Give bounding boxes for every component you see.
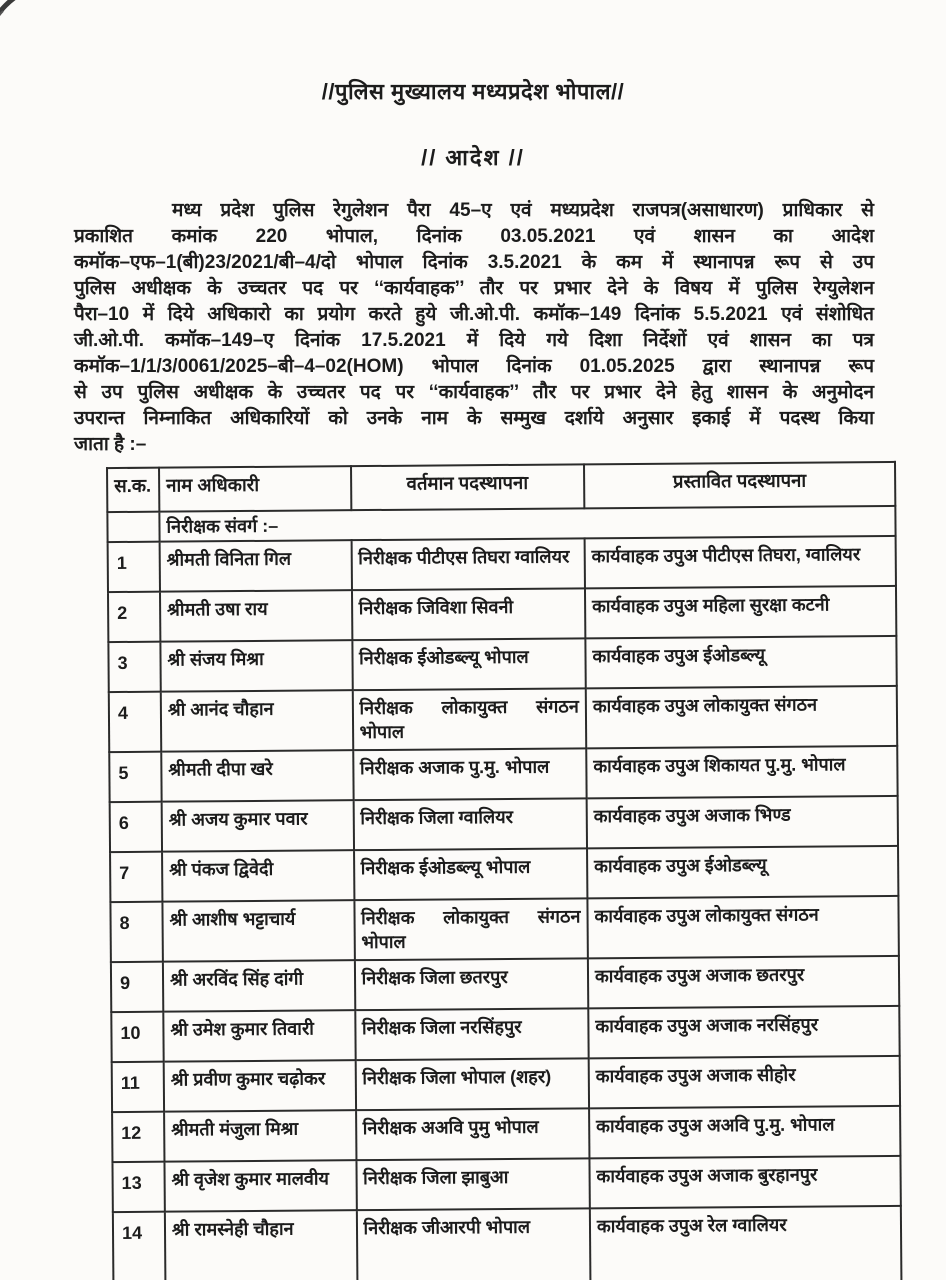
paragraph-line: से उप पुलिस अधीक्षक के उच्चतर पद पर ‘‘कार्यवाहक’’ तौर पर प्रभार देने हेतु शासन के अनुमोदन: [74, 382, 874, 403]
proposed-posting-cell: कार्यवाहक उपुअ रेल ग्वालियर: [590, 1206, 902, 1280]
name-cell: श्री वृजेश कुमार मालवीय: [164, 1160, 356, 1212]
name-cell: श्रीमती विनिता गिल: [160, 540, 352, 592]
column-header-current: वर्तमान पदस्थापना: [351, 464, 585, 510]
table-row: [110, 896, 898, 962]
table-header-row: [107, 462, 895, 512]
table-row: [112, 1056, 900, 1112]
table-row: [110, 796, 898, 852]
serial-cell: 7: [110, 852, 162, 902]
table-row: [109, 686, 897, 752]
paragraph-line: उपरान्त निम्नाकित अधिकारियों को उनके नाम के सम्मुख दर्शाये अनुसार इकाई में पदस्थ किया: [74, 408, 874, 429]
name-cell: श्री प्रवीण कुमार चढ़ोकर: [164, 1060, 356, 1112]
name-cell: श्री अरविंद सिंह दांगी: [163, 960, 355, 1012]
current-posting-cell: निरीक्षक जिला ग्वालियर: [353, 798, 587, 850]
serial-cell: 1: [108, 542, 160, 592]
serial-cell: 11: [112, 1062, 164, 1112]
table-row: [112, 1106, 900, 1162]
proposed-posting-cell: कार्यवाहक उपुअ ईओडब्ल्यू: [585, 636, 896, 688]
proposed-posting-cell: कार्यवाहक उपुअ अअवि पु.मु. भोपाल: [589, 1106, 900, 1158]
current-posting-cell: निरीक्षक जिला छतरपुर: [354, 958, 588, 1010]
section-row-empty-cell: [107, 512, 159, 542]
serial-cell: 13: [112, 1162, 164, 1212]
current-posting-cell: निरीक्षक ईओडब्ल्यू भोपाल: [354, 848, 588, 900]
serial-cell: 4: [109, 692, 161, 752]
proposed-posting-cell: कार्यवाहक उपुअ शिकायत पु.मु. भोपाल: [586, 746, 897, 798]
current-posting-cell: निरीक्षक जिला झाबुआ: [356, 1158, 590, 1210]
column-header-serial: स.क.: [107, 468, 159, 512]
serial-cell: 8: [110, 902, 162, 962]
name-cell: श्री आशीष भट्टाचार्य: [162, 900, 354, 962]
paragraph-line: प्रकाशित कमांक 220 भोपाल, दिनांक 03.05.2021 एवं शासन का आदेश: [74, 226, 874, 247]
paragraph-line: पुलिस अधीक्षक के उच्चतर पद पर ‘‘कार्यवाहक’’ तौर पर प्रभार देने के विषय में पुलिस रेग्युलेशन: [74, 278, 874, 299]
proposed-posting-cell: कार्यवाहक उपुअ लोकायुक्त संगठन: [586, 686, 898, 748]
name-cell: श्री अजय कुमार पवार: [162, 800, 354, 852]
paragraph-line: कमॉक–एफ–1(बी)23/2021/बी–4/दो भोपाल दिनांक 3.5.2021 के कम में स्थानापन्न रूप से उप: [74, 252, 874, 273]
name-cell: श्री संजय मिश्रा: [160, 640, 352, 692]
paragraph-line: जी.ओ.पी. कमॉक–149–ए दिनांक 17.5.2021 में दिये गये दिशा निर्देशों एवं शासन का पत्र: [74, 330, 874, 351]
order-paragraph: [74, 198, 874, 458]
table-row: [112, 1156, 900, 1212]
table-row: [109, 746, 897, 802]
serial-cell: 3: [108, 642, 160, 692]
proposed-posting-cell: कार्यवाहक उपुअ पीटीएस तिघरा, ग्वालियर: [584, 536, 895, 588]
current-posting-cell: निरीक्षक लोकायुक्त संगठन भोपाल: [352, 688, 586, 750]
current-posting-cell: निरीक्षक लोकायुक्त संगठन भोपाल: [354, 898, 588, 960]
name-cell: श्रीमती उषा राय: [160, 590, 352, 642]
serial-cell: 10: [111, 1012, 163, 1062]
table-row: [111, 956, 899, 1012]
column-header-proposed: प्रस्तावित पदस्थापना: [584, 462, 895, 508]
table-row: [110, 846, 898, 902]
column-header-name: नाम अधिकारी: [159, 466, 351, 512]
section-row-label: निरीक्षक संवर्ग :–: [159, 506, 895, 542]
proposed-posting-cell: कार्यवाहक उपुअ अजाक सीहोर: [589, 1056, 900, 1108]
proposed-posting-cell: कार्यवाहक उपुअ महिला सुरक्षा कटनी: [585, 586, 896, 638]
current-posting-cell: निरीक्षक अजाक पु.मु. भोपाल: [353, 748, 587, 800]
serial-cell: 12: [112, 1112, 164, 1162]
paragraph-line: जाता है :–: [74, 434, 147, 455]
table-row: [111, 1006, 899, 1062]
name-cell: श्री रामस्नेही चौहान: [165, 1210, 357, 1280]
table-row: [108, 636, 896, 692]
name-cell: श्री उमेश कुमार तिवारी: [163, 1010, 355, 1062]
proposed-posting-cell: कार्यवाहक उपुअ अजाक छतरपुर: [588, 956, 899, 1008]
paragraph-line: पैरा–10 में दिये अधिकारो का प्रयोग करते हुये जी.ओ.पी. कमॉक–149 दिनांक 5.5.2021 एवं संशोधित: [74, 304, 874, 325]
name-cell: श्री पंकज द्विवेदी: [162, 850, 354, 902]
paragraph-line: मध्य प्रदेश पुलिस रेगुलेशन पैरा 45–ए एवं मध्यप्रदेश राजपत्र(असाधारण) प्राधिकार से: [172, 200, 874, 221]
proposed-posting-cell: कार्यवाहक उपुअ लोकायुक्त संगठन: [587, 896, 899, 958]
proposed-posting-cell: कार्यवाहक उपुअ अजाक भिण्ड: [587, 796, 898, 848]
current-posting-cell: निरीक्षक जिविशा सिवनी: [352, 588, 586, 640]
serial-cell: 9: [111, 962, 163, 1012]
page-title: //पुलिस मुख्यालय मध्यप्रदेश भोपाल//: [321, 79, 625, 104]
table-row: [113, 1206, 902, 1280]
name-cell: श्रीमती मंजुला मिश्रा: [164, 1110, 356, 1162]
table-row: [108, 586, 896, 642]
current-posting-cell: निरीक्षक अअवि पुमु भोपाल: [356, 1108, 590, 1160]
proposed-posting-cell: कार्यवाहक उपुअ अजाक बुरहानपुर: [589, 1156, 900, 1208]
serial-cell: 6: [110, 802, 162, 852]
paragraph-line: कमॉक–1/1/3/0061/2025–बी–4–02(HOM) भोपाल दिनांक 01.05.2025 द्वारा स्थानापन्न रूप: [74, 356, 874, 377]
current-posting-cell: निरीक्षक जीआरपी भोपाल: [356, 1208, 590, 1280]
serial-cell: 2: [108, 592, 160, 642]
proposed-posting-cell: कार्यवाहक उपुअ अजाक नरसिंहपुर: [588, 1006, 899, 1058]
serial-cell: 5: [109, 752, 161, 802]
proposed-posting-cell: कार्यवाहक उपुअ ईओडब्ल्यू: [587, 846, 898, 898]
corner-pen-mark-icon: [0, 0, 34, 30]
table-row: [108, 536, 896, 592]
current-posting-cell: निरीक्षक जिला नरसिंहपुर: [355, 1008, 589, 1060]
officers-table: [106, 461, 902, 1280]
name-cell: श्री आनंद चौहान: [161, 690, 353, 752]
current-posting-cell: निरीक्षक ईओडब्ल्यू भोपाल: [352, 638, 586, 690]
serial-cell: 14: [113, 1212, 166, 1280]
name-cell: श्रीमती दीपा खरे: [161, 750, 353, 802]
current-posting-cell: निरीक्षक जिला भोपाल (शहर): [355, 1058, 589, 1110]
order-heading: // आदेश //: [421, 145, 525, 170]
current-posting-cell: निरीक्षक पीटीएस तिघरा ग्वालियर: [351, 538, 585, 590]
